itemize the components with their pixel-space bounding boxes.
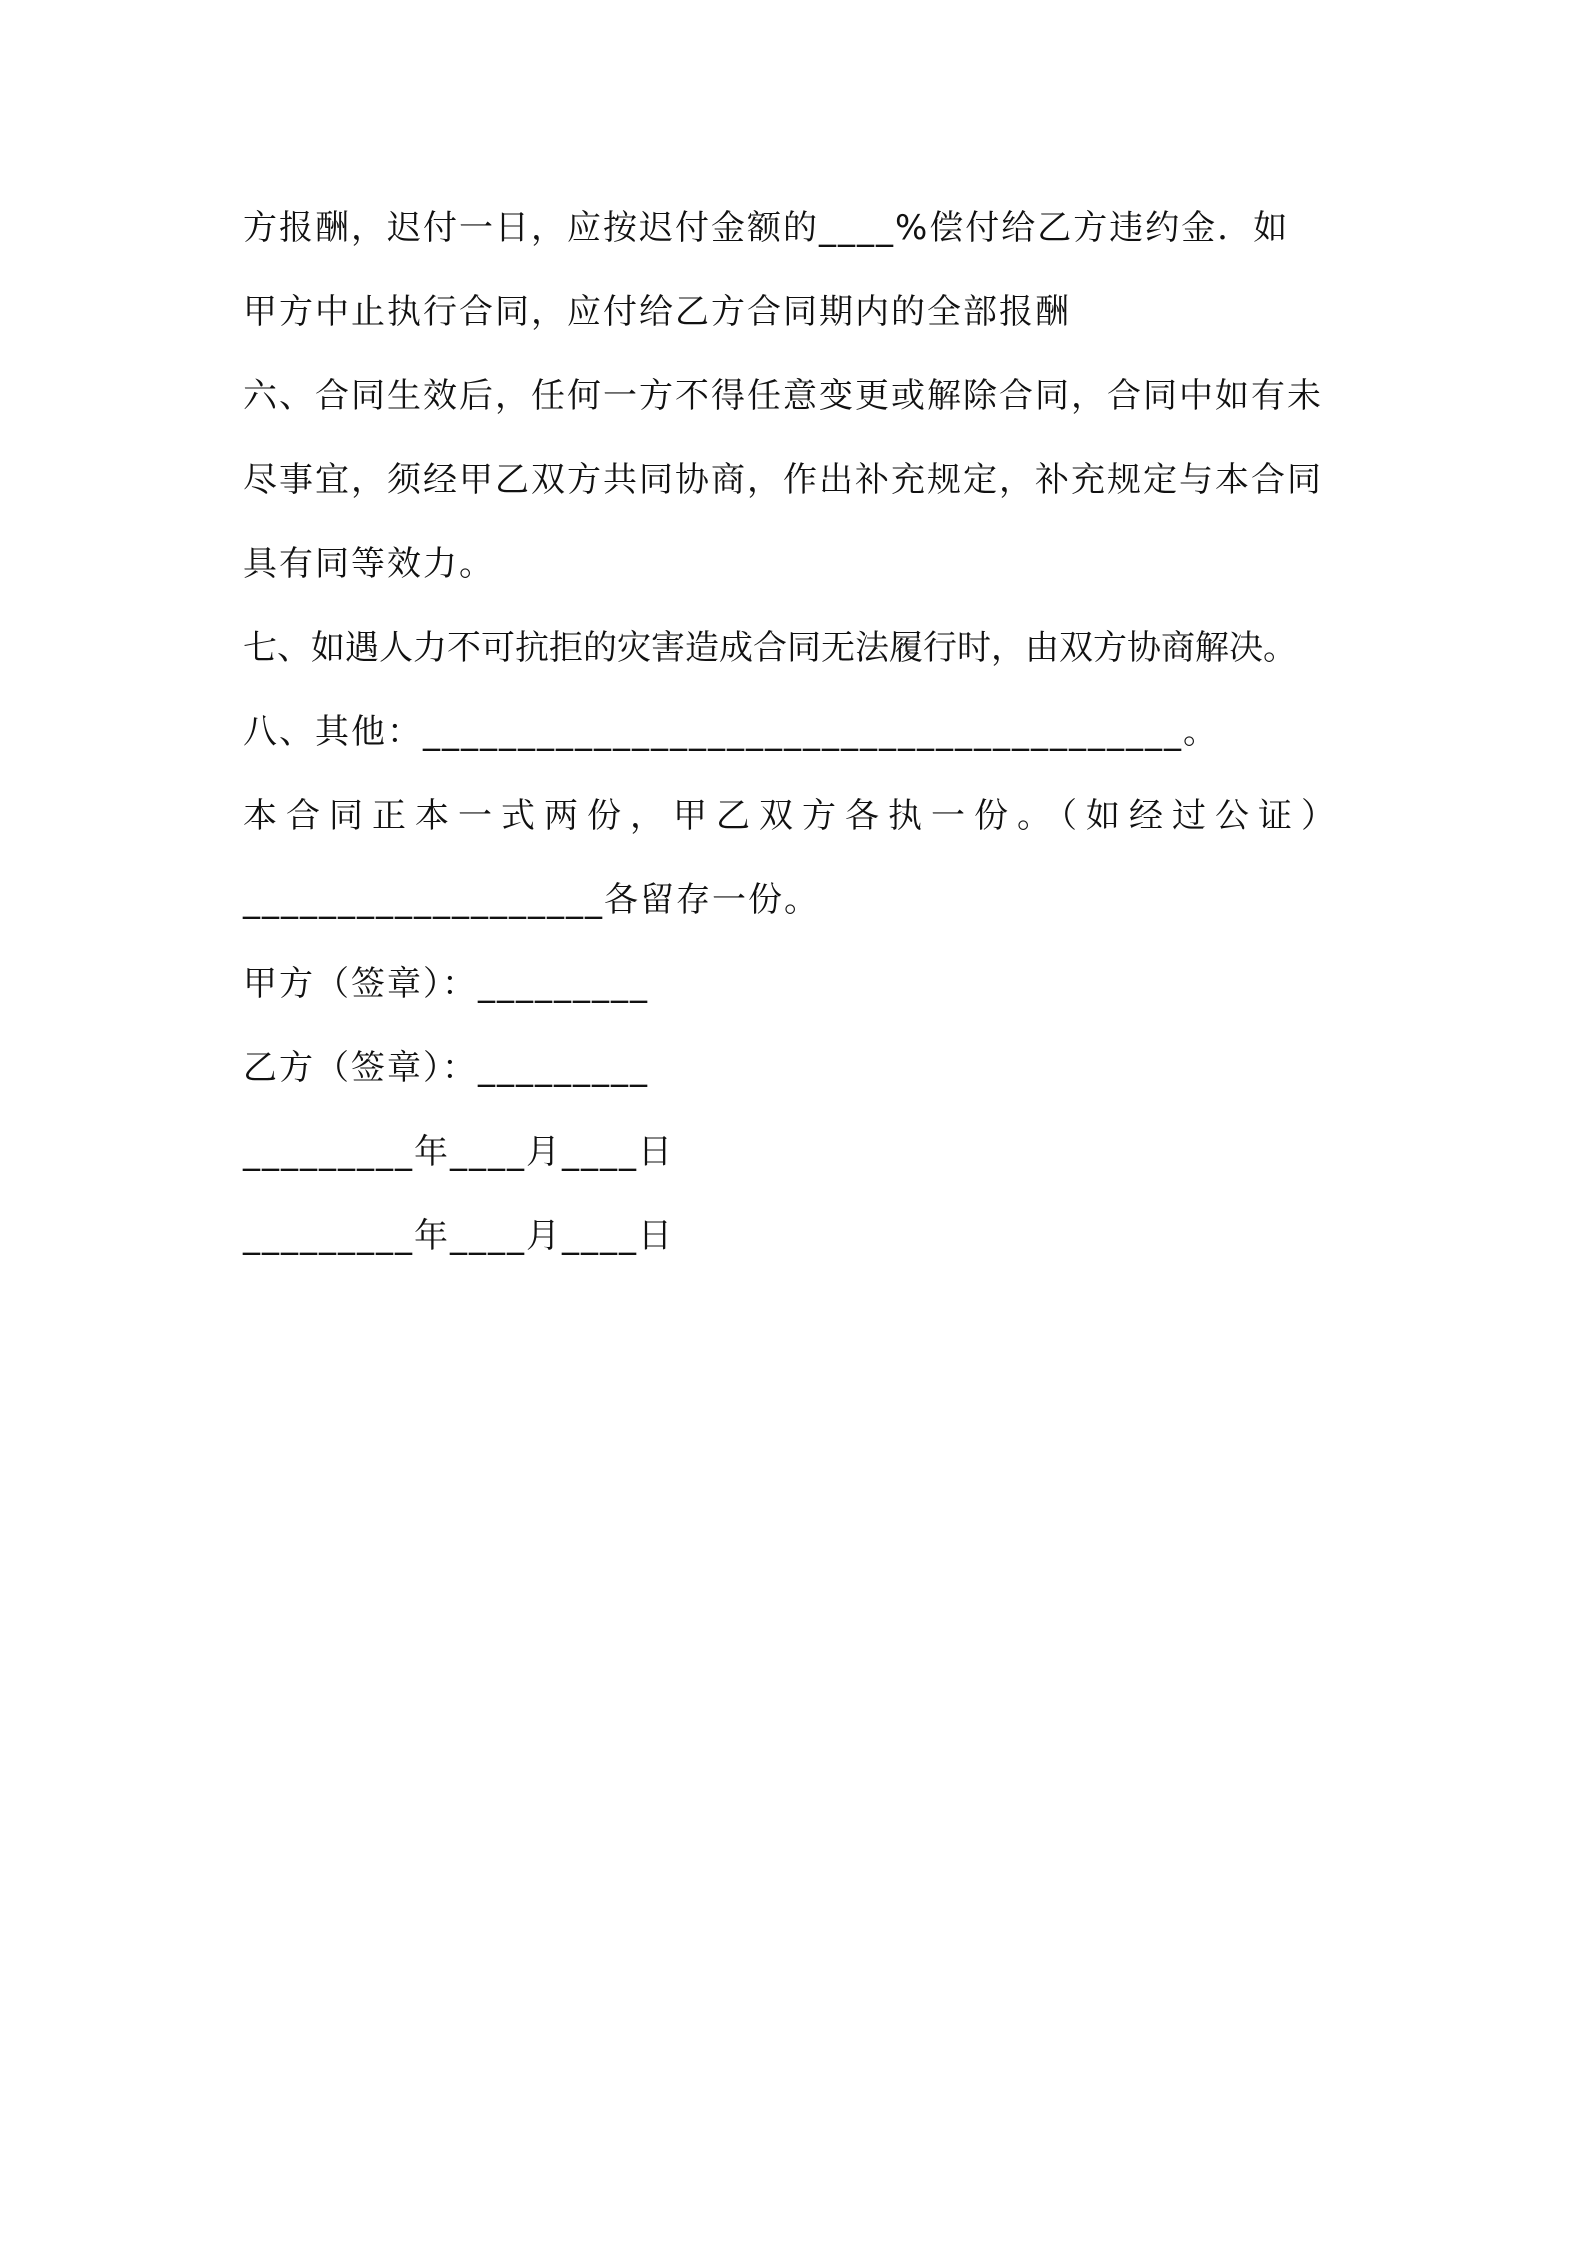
text-line-termination: 甲方中止执行合同，应付给乙方合同期内的全部报酬 bbox=[243, 292, 1071, 332]
clause-8-other: 八、其他：________________________________________。 bbox=[243, 712, 1219, 752]
copies-clause-line-2: ___________________各留存一份。 bbox=[243, 880, 820, 920]
copies-clause-line-1: 本合同正本一式两份，甲乙双方各执一份。（如经过公证） bbox=[243, 796, 1344, 836]
clause-7: 七、如遇人力不可抗拒的灾害造成合同无法履行时，由双方协商解决。 bbox=[243, 628, 1297, 668]
clause-6-line-2: 尽事宜，须经甲乙双方共同协商，作出补充规定，补充规定与本合同 bbox=[243, 460, 1323, 500]
party-a-signature: 甲方（签章）：_________ bbox=[243, 964, 649, 1004]
date-line-2: _________年____月____日 bbox=[243, 1216, 674, 1256]
party-b-signature: 乙方（签章）：_________ bbox=[243, 1048, 649, 1088]
text-line-late-payment: 方报酬，迟付一日，应按迟付金额的____%偿付给乙方违约金．如 bbox=[243, 208, 1290, 248]
date-line-1: _________年____月____日 bbox=[243, 1132, 674, 1172]
clause-6-line-3: 具有同等效力。 bbox=[243, 544, 495, 584]
clause-6-line-1: 六、合同生效后，任何一方不得任意变更或解除合同，合同中如有未 bbox=[243, 376, 1323, 416]
